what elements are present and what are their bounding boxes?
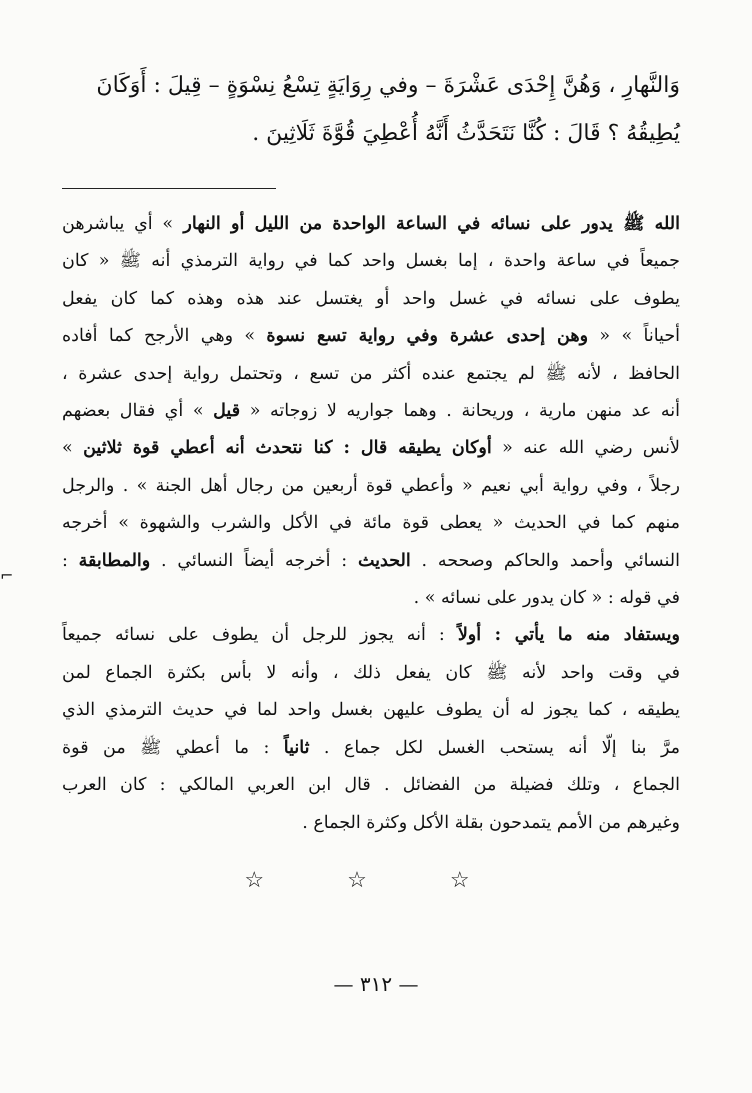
commentary-text <box>62 206 680 842</box>
text-run: جميعاً في ساعة واحدة ، إما بغسل واحد كما في رواية الترمذي أنه ﷺ « كان <box>62 251 680 272</box>
text-run: يطوف على نسائه في غسل واحد أو يغتسل عند هذه وهذه كما كان يفعل <box>62 288 680 309</box>
commentary-line <box>62 730 680 767</box>
bold-quote: وهن إحدى عشرة وفي رواية تسع نسوة <box>266 326 589 347</box>
commentary-line <box>62 692 680 729</box>
text-run: : أخرجه أيضاً النسائي . <box>150 550 358 571</box>
text-run: » <box>62 438 84 459</box>
commentary-line <box>62 281 680 318</box>
commentary-line <box>62 617 680 654</box>
text-run: مرَّ بنا إلّا أنه يستحب الغسل لكل جماع . <box>309 737 680 758</box>
text-run: رجلاً ، وفي رواية أبي نعيم « وأعطي قوة أربعين من رجال أهل الجنة » . والرجل <box>62 475 680 496</box>
text-run: أنه عد منهن مارية ، وريحانة . وهما جواريه لا زوجاته « <box>240 401 680 422</box>
text-run: في وقت واحد لأنه ﷺ كان يفعل ذلك ، وأنه لا بأس بكثرة الجماع لمن <box>62 662 680 683</box>
commentary-line <box>62 805 680 842</box>
text-run: » أي يباشرهن <box>62 214 174 234</box>
commentary-paragraph-2 <box>62 617 680 841</box>
text-run: النسائي وأحمد والحاكم وصححه . <box>410 550 680 571</box>
bold-quote: ويستفاد منه ما يأتي : أولاً <box>457 625 680 646</box>
commentary-line <box>62 206 680 243</box>
text-run: وغيرهم من الأمم يتمدحون بقلة الأكل وكثرة الجماع . <box>302 812 680 833</box>
text-run: في قوله : « كان يدور على نسائه » . <box>413 588 680 609</box>
commentary-line <box>62 580 680 617</box>
page-number: — ٣١٢ — <box>333 972 419 996</box>
hadith-line-2: يُطِيقُهُ ؟ قَالَ : كُنَّا نَتَحَدَّثُ أَنَّهُ أُعْطِيَ قُوَّةَ ثَلَاثِينَ . <box>252 121 680 146</box>
bold-quote: ثانياً <box>283 737 310 758</box>
bold-quote: الله ﷺ يدور على نسائه في الساعة الواحدة من الليل أو النهار <box>173 214 680 234</box>
commentary-line <box>62 356 680 393</box>
bold-quote: والمطابقة <box>78 550 151 571</box>
commentary-line <box>62 767 680 804</box>
hadith-line-1: وَالنَّهارِ ، وَهُنَّ إِحْدَى عَشْرَةَ – وفي رِوَايَةٍ تِسْعُ نِسْوَةٍ – قِيلَ : أَوَكَانَ <box>96 73 680 98</box>
text-run: » أي فقال بعضهم <box>62 401 214 422</box>
commentary-line <box>62 318 680 355</box>
text-run: : <box>62 550 79 571</box>
text-run: يطيقه ، كما يجوز له أن يطوف عليهن بغسل واحد لما في حديث الترمذي الذي <box>62 700 680 721</box>
commentary-line <box>62 243 680 280</box>
commentary-line <box>62 468 680 505</box>
text-run: » وهي الأرجح كما أفاده <box>62 326 267 347</box>
margin-mark: ⌐ <box>0 566 14 585</box>
bold-quote: قيل <box>213 401 241 422</box>
text-run: لأنس رضي الله عنه « <box>491 438 680 459</box>
bold-quote: أوكان يطيقه قال : كنا نتحدث أنه أعطي قوة ثلاثين <box>83 438 492 459</box>
text-run: الجماع ، وتلك فضيلة من الفضائل . قال ابن العربي المالكي : كان العرب <box>62 775 680 796</box>
separator-rule <box>62 188 276 189</box>
text-run: : أنه يجوز للرجل أن يطوف على نسائه جميعاً <box>62 625 458 646</box>
text-run: : ما أعطي ﷺ من قوة <box>62 737 284 758</box>
section-divider-stars: ☆ ☆ ☆ <box>244 868 508 893</box>
commentary-line <box>62 430 680 467</box>
commentary-line <box>62 543 680 580</box>
hadith-text <box>62 62 680 158</box>
commentary-line <box>62 393 680 430</box>
text-run: أحياناً » « <box>588 326 680 347</box>
bold-quote: الحديث <box>357 550 411 571</box>
text-run: الحافظ ، لأنه ﷺ لم يجتمع عنده أكثر من تسع ، وتحتمل رواية إحدى عشرة ، <box>62 363 680 384</box>
commentary-line <box>62 655 680 692</box>
commentary-paragraph-1 <box>62 206 680 617</box>
commentary-line <box>62 505 680 542</box>
text-run: منهم كما في الحديث « يعطى قوة مائة في الأكل والشرب والشهوة » أخرجه <box>62 513 680 534</box>
